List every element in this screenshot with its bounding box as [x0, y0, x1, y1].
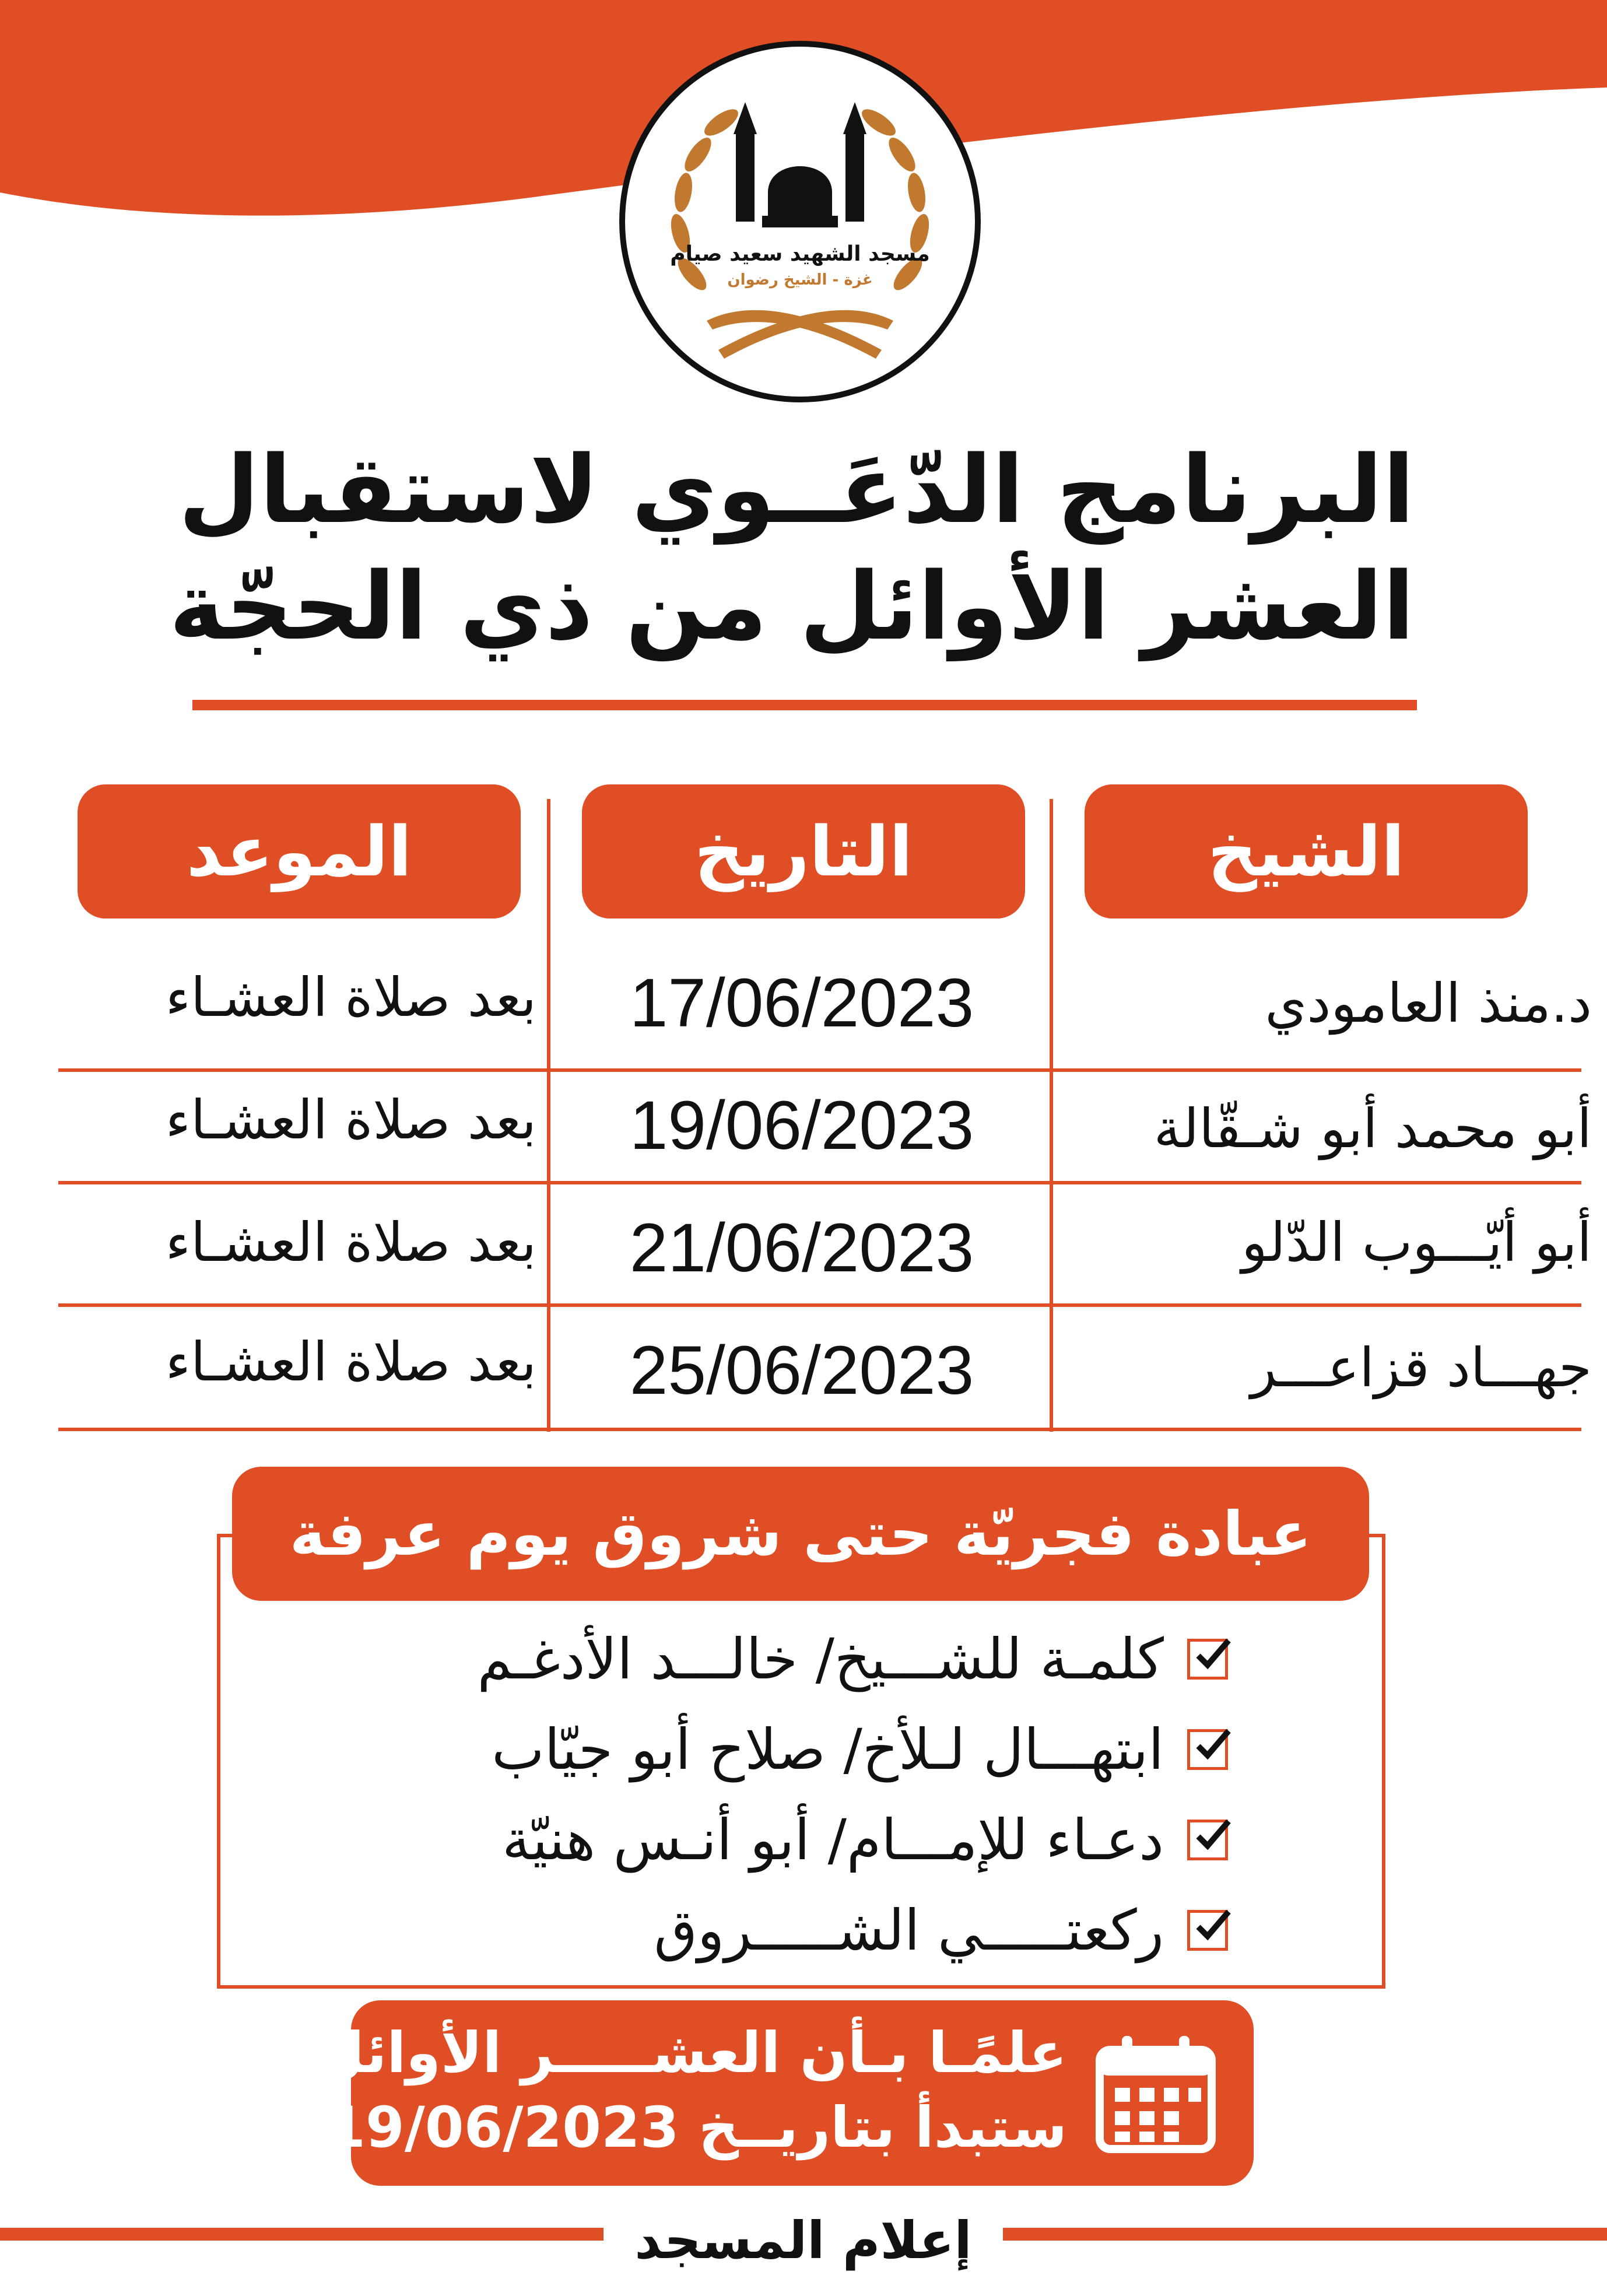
footer-bar-left: [0, 2228, 603, 2241]
checkbox-checked-icon: [1187, 1639, 1228, 1680]
worship-program-title: عبادة فجريّة حتى شروق يوم عرفة: [232, 1467, 1369, 1601]
checkbox-checked-icon: [1187, 1729, 1228, 1770]
table-cell-date: 25/06/2023: [629, 1332, 974, 1409]
calendar-icon: [1092, 2032, 1220, 2155]
mosque-icon: [625, 47, 975, 397]
list-item: [654, 1892, 1229, 1968]
table-cell-date: 17/06/2023: [629, 965, 974, 1042]
list-item-label: كلمـة للشـــيخ/ خالـــد الأدغـم: [477, 1627, 1164, 1692]
footer-bar-right: [1003, 2228, 1607, 2241]
logo-mosque-name: مسجد الشهيد سعيد صيام: [670, 242, 930, 266]
table-cell-time: بعد صلاة العشـاء: [165, 1330, 536, 1393]
table-cell-sheikh: د.منذ العامودي: [1265, 972, 1592, 1035]
mosque-logo: [619, 41, 981, 402]
column-header-date: التاريخ: [582, 784, 1025, 919]
page-title-line-1: البرنامج الدّعَــوي لاستقبال: [178, 435, 1415, 544]
list-item: [478, 1621, 1228, 1697]
table-cell-time: بعد صلاة العشـاء: [165, 1211, 536, 1274]
logo-location: غزة - الشيخ رضوان: [727, 271, 873, 289]
list-item: [492, 1712, 1228, 1787]
table-cell-date: 19/06/2023: [629, 1087, 974, 1164]
column-divider: [1050, 799, 1053, 1432]
title-divider: [192, 700, 1417, 710]
start-date-note: [315, 2000, 1254, 2186]
note-line-2: ستبدأ بتاريــخ 19/06/2023: [327, 2095, 1067, 2160]
checkbox-checked-icon: [1187, 1910, 1228, 1951]
page-title-line-2: العشر الأوائل من ذي الحجّة: [169, 552, 1415, 661]
table-cell-sheikh: أبو محمد أبو شـقّالة: [1153, 1097, 1592, 1160]
list-item-label: ركعتـــــي الشـــــروق: [654, 1898, 1164, 1963]
footer-label: إعلام المسجد: [634, 2210, 972, 2270]
column-divider: [547, 799, 550, 1432]
list-item-label: دعـاء للإمـــام/ أبو أنـس هنيّة: [502, 1807, 1164, 1873]
column-header-time: الموعد: [78, 784, 521, 919]
column-header-sheikh: الشيخ: [1085, 784, 1528, 919]
checkbox-checked-icon: [1187, 1820, 1228, 1860]
table-cell-date: 21/06/2023: [629, 1210, 974, 1287]
table-cell-time: بعد صلاة العشـاء: [165, 1088, 536, 1151]
list-item-label: ابتهـــال لـلأخ/ صلاح أبو جيّاب: [492, 1717, 1164, 1782]
table-cell-sheikh: جهـــاد قزاعـــر: [1250, 1336, 1592, 1399]
note-line-1: علمًـا بـأن العشـــــر الأوائل: [315, 2020, 1067, 2085]
table-cell-time: بعد صلاة العشـاء: [165, 966, 536, 1029]
list-item: [502, 1802, 1228, 1878]
table-cell-sheikh: أبو أيّـــوب الدّلو: [1241, 1211, 1592, 1274]
